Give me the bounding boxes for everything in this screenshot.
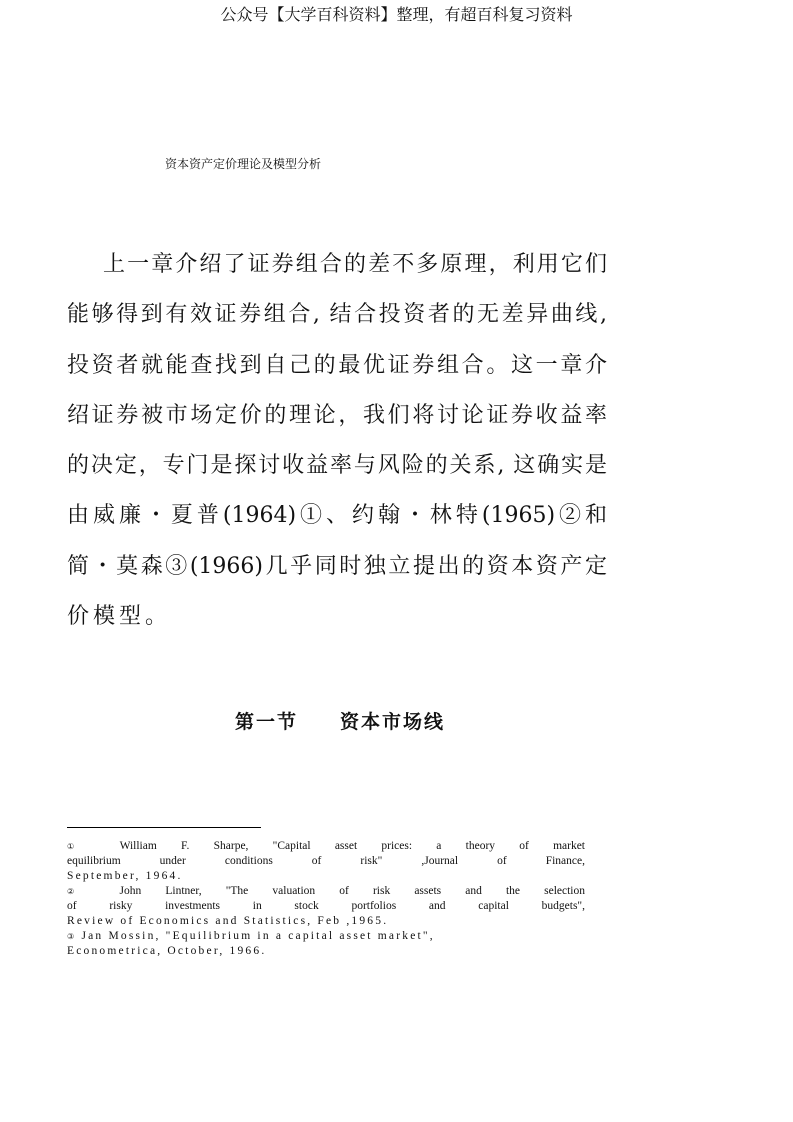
body-line: 由威廉・夏普(1964)①、约翰・林特(1965)②和 xyxy=(67,503,607,529)
footnote-text: Jan Mossin, "Equilibrium in a capital asset market", xyxy=(81,930,435,942)
footnote-line: Econometrica, October, 1966. xyxy=(67,945,267,957)
banner-text: 公众号【大学百科资料】整理，有超百科复习资料 xyxy=(220,5,573,24)
body-line: 投资者就能查找到自己的最优证券组合。这一章介 xyxy=(67,352,607,378)
body-line: 能够得到有效证券组合, 结合投资者的无差异曲线, xyxy=(67,302,607,328)
running-head: 资本资产定价理论及模型分析 xyxy=(165,157,322,171)
body-line: 价模型。 xyxy=(67,604,172,630)
footnote-line xyxy=(67,839,585,854)
footnote-mark: ① xyxy=(67,842,96,851)
section-title: 第一节 资本市场线 xyxy=(235,711,446,733)
footnote-line xyxy=(67,929,585,944)
footnote-mark: ② xyxy=(67,887,96,896)
body-line: 绍证券被市场定价的理论，我们将讨论证券收益率 xyxy=(67,402,607,428)
footnote-text: William F. Sharpe, "Capital asset prices: a theory of market xyxy=(119,840,586,852)
footnote-line: of risky investments in stock portfolios and capital budgets", xyxy=(67,900,585,912)
footnote-line: Review of Economics and Statistics, Feb ,1965. xyxy=(67,915,389,927)
footnote-line: September, 1964. xyxy=(67,870,183,882)
body-paragraph xyxy=(67,250,607,652)
body-line: 的决定，专门是探讨收益率与风险的关系, 这确实是 xyxy=(67,453,607,479)
footnote-text: John Lintner, "The valuation of risk assets and the selection xyxy=(119,885,586,897)
footnote-mark: ③ xyxy=(67,932,77,941)
footnote-line xyxy=(67,884,585,899)
footnotes xyxy=(67,839,585,959)
footnote-line: equilibrium under conditions of risk" ,Journal of Finance, xyxy=(67,855,585,867)
footnote-divider xyxy=(67,827,261,828)
body-line: 上一章介绍了证券组合的差不多原理，利用它们 xyxy=(103,252,607,277)
body-line: 简・莫森③(1966)几乎同时独立提出的资本资产定 xyxy=(67,553,607,579)
